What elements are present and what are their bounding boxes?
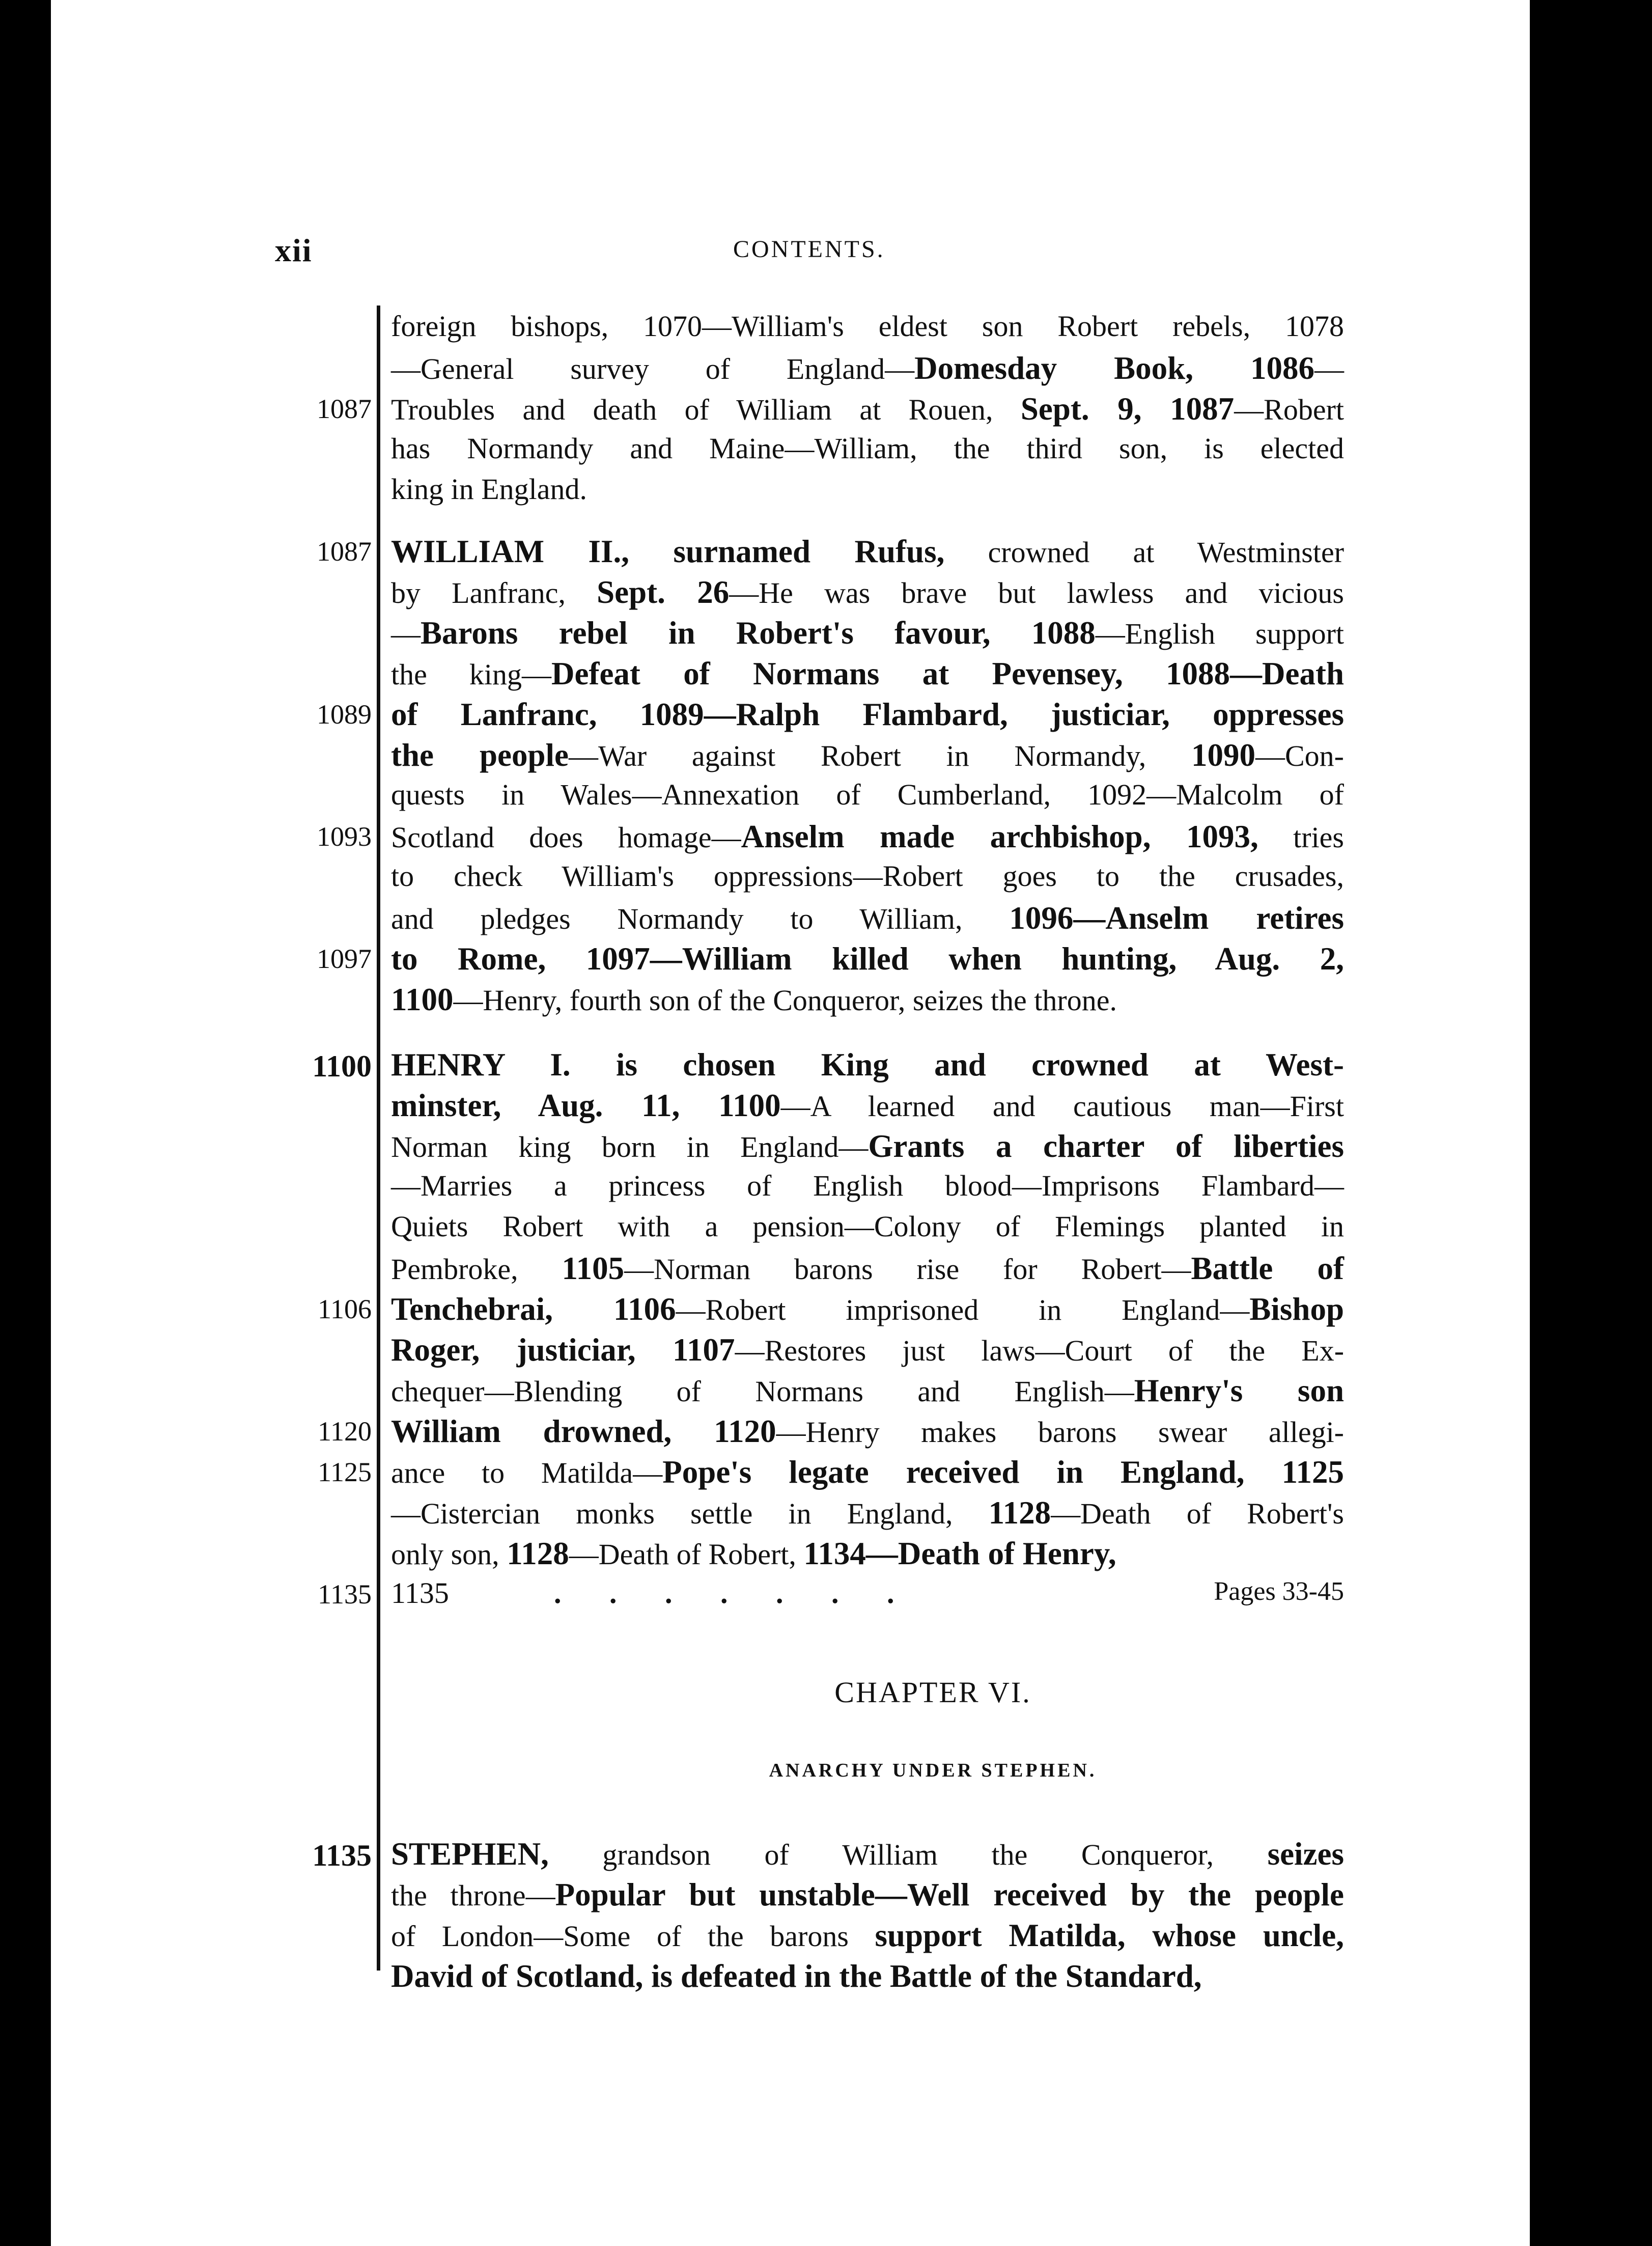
scan-border-left [0, 0, 51, 2246]
running-head: CONTENTS. [733, 236, 885, 263]
text-phrase: Scotland does homage— [391, 821, 741, 854]
bold-phrase: 1134—Death of Henry, [803, 1536, 1116, 1571]
contents-line [391, 576, 1344, 608]
contents-line [391, 699, 1344, 731]
bold-phrase: Domesday Book, 1086 [914, 350, 1314, 386]
text-phrase: —Henry, fourth son of the Conqueror, seizes the throne. [453, 984, 1117, 1017]
text-phrase: of London—Some of the barons [391, 1920, 875, 1953]
text-phrase: —He was brave but lawless and vicious [729, 576, 1344, 609]
text-phrase: —Death of Robert's [1051, 1497, 1344, 1530]
text-phrase: to check William's oppressions—Robert goes to the crusades, [391, 859, 1344, 893]
text-phrase: —A learned and cautious man—First [780, 1090, 1344, 1123]
margin-year: 1106 [318, 1294, 372, 1324]
contents-line [391, 1960, 1344, 1992]
bold-phrase: STEPHEN, [391, 1836, 549, 1872]
bold-phrase: Sept. 9, 1087 [1020, 391, 1235, 427]
text-phrase: —Death of Robert, [569, 1538, 804, 1571]
bold-phrase: Barons rebel in Robert's favour, 1088 [421, 615, 1096, 651]
margin-year: 1100 [312, 1049, 372, 1083]
text-phrase: the king— [391, 658, 552, 691]
contents-line [391, 739, 1344, 771]
contents-line [391, 352, 1344, 384]
bold-phrase: minster, Aug. 11, 1100 [391, 1088, 781, 1123]
contents-line [391, 821, 1344, 853]
margin-year: 1089 [317, 699, 372, 730]
contents-line [391, 1538, 1344, 1570]
margin-rule [377, 306, 380, 1971]
bold-phrase: Grants a charter of liberties [868, 1128, 1344, 1164]
contents-line [391, 1879, 1344, 1911]
margin-year: 1093 [317, 821, 372, 852]
bold-phrase: Popular but unstable—Well received by the people [555, 1877, 1345, 1912]
text-phrase: crowned at Westminster [944, 536, 1345, 569]
contents-line [391, 902, 1344, 934]
bold-phrase: Pope's legate received in England, 1125 [662, 1454, 1344, 1490]
section-end-year: 1135 [391, 1576, 449, 1610]
text-phrase: chequer—Blending of Normans and English— [391, 1375, 1134, 1408]
contents-line [391, 1375, 1344, 1407]
contents-line [391, 536, 1344, 568]
text-phrase: —War against Robert in Normandy, [569, 739, 1191, 772]
contents-line [391, 1334, 1344, 1366]
bold-phrase: Bishop [1249, 1291, 1345, 1327]
bold-phrase: 1100 [391, 982, 454, 1017]
text-phrase: —Henry makes barons swear allegi- [776, 1416, 1344, 1449]
contents-line [391, 1413, 1344, 1449]
bold-phrase: 1128 [988, 1495, 1051, 1531]
margin-year: 1135 [318, 1579, 372, 1610]
bold-phrase: Roger, justiciar, 1107 [391, 1332, 735, 1368]
text-phrase: tries [1258, 821, 1344, 854]
text-phrase: the throne— [391, 1879, 555, 1912]
margin-year: 1087 [317, 536, 372, 567]
bold-phrase: 1128 [507, 1536, 569, 1571]
bold-phrase: 1105 [562, 1251, 625, 1286]
leader-dots: . . . . . . . [554, 1576, 915, 1610]
text-phrase: has Normandy and Maine—William, the third son, is elected [391, 432, 1344, 465]
contents-line [391, 1456, 1344, 1488]
text-phrase: Norman king born in England— [391, 1130, 869, 1163]
bold-phrase: Tenchebrai, 1106 [391, 1291, 676, 1327]
contents-line [391, 475, 1344, 504]
text-phrase: — [1314, 352, 1344, 385]
text-phrase: ance to Matilda— [391, 1456, 663, 1489]
margin-year: 1125 [318, 1457, 372, 1487]
text-phrase: —Norman barons rise for Robert— [624, 1253, 1191, 1286]
contents-line [391, 780, 1344, 810]
page-range: Pages 33-45 [1214, 1577, 1344, 1606]
bold-phrase: to Rome, 1097—William killed when hunting, Aug. 2, [391, 941, 1344, 977]
bold-phrase: Henry's son [1134, 1373, 1344, 1408]
margin-year: 1120 [318, 1416, 372, 1447]
bold-phrase: David of Scotland, is defeated in the Battle of the Standard, [391, 1958, 1202, 1994]
page-number: xii [275, 232, 313, 268]
text-phrase: —Restores just laws—Court of the Ex- [735, 1334, 1345, 1367]
chapter-title: CHAPTER VI. [834, 1676, 1031, 1709]
margin-year: 1087 [317, 394, 372, 424]
contents-line [391, 312, 1344, 341]
bold-phrase: 1096—Anselm retires [1009, 900, 1344, 936]
text-phrase: and pledges Normandy to William, [391, 902, 1010, 935]
contents-line [391, 1212, 1344, 1241]
chapter-subtitle: ANARCHY UNDER STEPHEN. [769, 1760, 1097, 1781]
text-phrase: king in England. [391, 473, 587, 506]
contents-line [391, 1130, 1344, 1162]
text-phrase: —English support [1095, 617, 1345, 650]
bold-phrase: Anselm made archbishop, 1093, [741, 819, 1258, 854]
contents-line [391, 658, 1344, 690]
contents-line [391, 1838, 1344, 1870]
contents-line [391, 617, 1344, 649]
bold-phrase: the people [391, 737, 569, 773]
contents-line [391, 1171, 1344, 1201]
bold-phrase: seizes [1267, 1836, 1344, 1872]
text-phrase: — [391, 617, 421, 650]
text-phrase: —Con- [1255, 739, 1344, 772]
bold-phrase: of Lanfranc, 1089—Ralph Flambard, justiciar, oppresses [391, 697, 1344, 732]
contents-line [391, 1497, 1344, 1529]
text-phrase: only son, [391, 1538, 507, 1571]
contents-line [391, 1920, 1344, 1952]
contents-line [391, 1253, 1344, 1285]
bold-phrase: 1090 [1191, 737, 1255, 773]
contents-line [391, 1293, 1344, 1325]
scan-border-right [1530, 0, 1652, 2246]
text-phrase: Troubles and death of William at Rouen, [391, 393, 1021, 426]
contents-line [391, 1090, 1344, 1122]
contents-line [391, 943, 1344, 975]
contents-line [391, 434, 1344, 463]
text-phrase: —Robert imprisoned in England— [676, 1293, 1250, 1326]
text-phrase: —Marries a princess of English blood—Imprisons Flambard— [391, 1169, 1344, 1202]
bold-phrase: Defeat of Normans at Pevensey, 1088—Death [551, 656, 1344, 691]
contents-line [391, 393, 1344, 425]
bold-phrase: WILLIAM II., surnamed Rufus, [391, 534, 945, 569]
text-phrase: —Cistercian monks settle in England, [391, 1497, 989, 1530]
text-phrase: —Robert [1234, 393, 1344, 426]
margin-year: 1097 [317, 944, 372, 974]
text-phrase: Pembroke, [391, 1253, 562, 1286]
text-phrase: grandson of William the Conqueror, [548, 1838, 1268, 1871]
contents-line [391, 984, 1344, 1016]
text-phrase: quests in Wales—Annexation of Cumberland, 1092—Malcolm of [391, 778, 1344, 811]
bold-phrase: William drowned, 1120 [391, 1413, 776, 1449]
bold-phrase: Sept. 26 [597, 574, 730, 610]
bold-phrase: Battle of [1191, 1251, 1344, 1286]
text-phrase: by Lanfranc, [391, 576, 597, 609]
contents-line [391, 859, 1344, 893]
bold-phrase: support Matilda, whose uncle, [875, 1918, 1344, 1953]
text-phrase: —General survey of England— [391, 352, 915, 385]
bold-phrase: HENRY I. is chosen King and crowned at West- [391, 1047, 1344, 1083]
text-phrase: foreign bishops, 1070—William's eldest son Robert rebels, 1078 [391, 310, 1344, 343]
text-phrase: Quiets Robert with a pension—Colony of Flemings planted in [391, 1210, 1344, 1243]
margin-year: 1135 [312, 1839, 372, 1872]
contents-line [391, 1049, 1344, 1081]
